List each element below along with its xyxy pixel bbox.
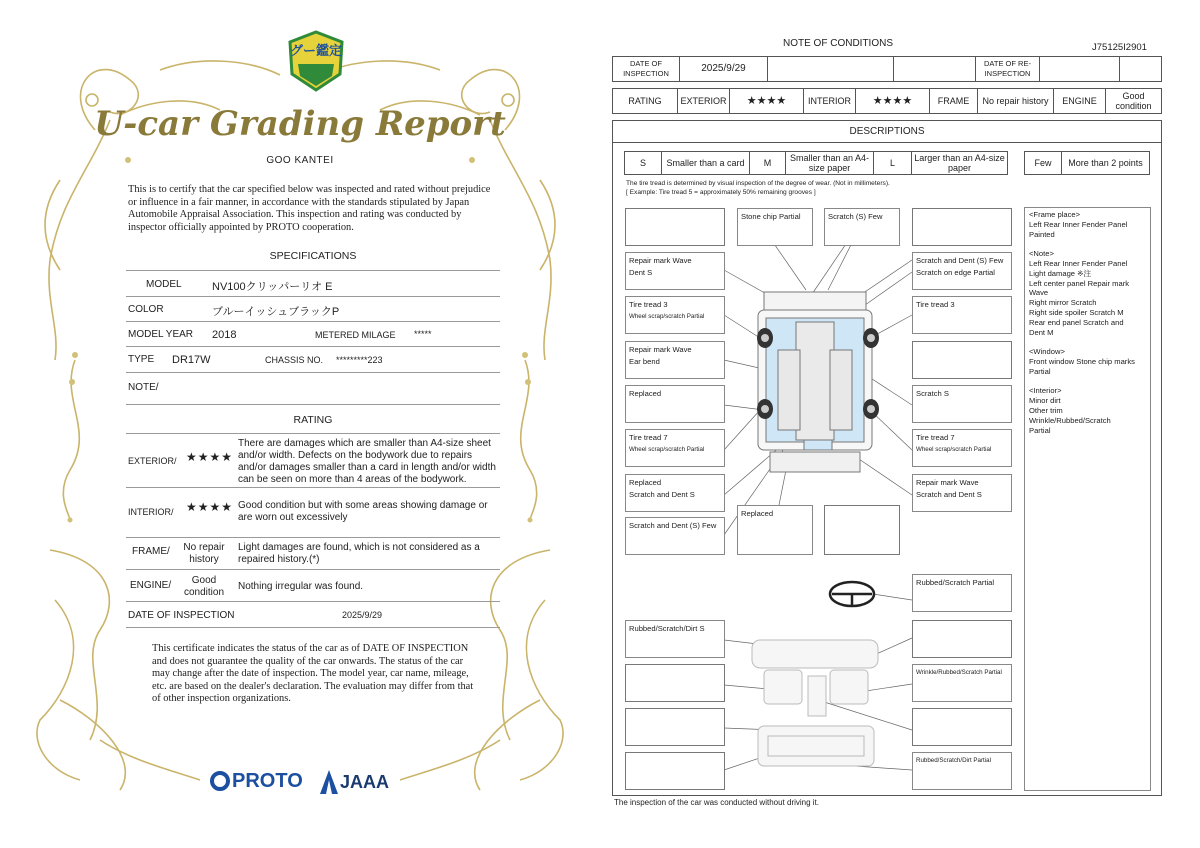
callout-box — [625, 341, 725, 379]
date-inspection-value: 2025/9/29 — [679, 57, 767, 81]
empty-cell — [1119, 57, 1161, 81]
callout-box — [625, 252, 725, 290]
date-inspection-label: DATE OF INSPECTION — [623, 59, 669, 78]
mileage-value: ***** — [414, 329, 432, 339]
few-legend — [1024, 151, 1150, 175]
model-value: NV100クリッパーリオ E — [212, 281, 333, 293]
empty-cell — [893, 57, 975, 81]
type-value: DR17W — [172, 354, 211, 366]
callout-text: Ear bend — [629, 357, 660, 366]
footer-note: The inspection of the car was conducted without driving it. — [614, 798, 819, 807]
chassis-value: *********223 — [336, 355, 383, 365]
interior-stars: ★★★★ — [855, 89, 929, 113]
frame-value: No repair history — [977, 89, 1053, 113]
notes-list — [1024, 207, 1151, 791]
exterior-label: EXTERIOR — [677, 89, 729, 113]
callout-text: Repair mark Wave — [629, 256, 692, 265]
certificate-intro: This is to certify that the car specified below was inspected and rated without prejudice or influence in a fair manner, in accordance with the standards stipulated by Japan Automobile Appraisal Association. This inspection and rating was conducted by inspector officially appointed by PROTO cooperation. — [128, 184, 491, 233]
note-line: <Note> — [1029, 249, 1054, 259]
callout-box — [912, 208, 1012, 246]
frame-description: Light damages are found, which is not considered as a repaired history.(*) — [238, 542, 480, 565]
callout-text: Wheel scrap/scratch Partial — [629, 446, 705, 453]
legend-text: More than 2 points — [1061, 152, 1149, 174]
note-line: Partial — [1029, 425, 1051, 435]
badge-text: グー鑑定 — [289, 43, 342, 58]
interior-label: INTERIOR — [803, 89, 855, 113]
legend-text: Smaller than a card — [661, 152, 749, 174]
engine-description: Nothing irregular was found. — [238, 581, 364, 592]
callout-text: Wheel scrap/scratch Partial — [629, 313, 705, 320]
frame-label: FRAME/ — [132, 546, 170, 557]
divider — [126, 404, 500, 405]
frame-value: No repair history — [183, 542, 225, 565]
divider — [126, 321, 500, 322]
callout-box — [912, 752, 1012, 790]
callout-text: Stone chip Partial — [741, 212, 801, 221]
document-id: J75125I2901 — [1092, 42, 1147, 53]
model-label: MODEL — [146, 279, 182, 290]
color-value: ブルーイッシュブラックP — [212, 306, 340, 318]
note-line: <Interior> — [1029, 386, 1062, 396]
rating-row — [612, 88, 1162, 114]
size-legend — [624, 151, 1008, 175]
callout-box — [625, 752, 725, 790]
divider — [126, 537, 500, 538]
callout-box — [912, 341, 1012, 379]
divider — [126, 569, 500, 570]
divider — [126, 601, 500, 602]
engine-value: Good condition — [183, 575, 225, 598]
exterior-stars: ★★★★ — [186, 450, 234, 464]
callout-text: Repair mark Wave — [916, 478, 979, 487]
exterior-stars: ★★★★ — [729, 89, 803, 113]
note-line — [1029, 239, 1146, 249]
model-year-label: MODEL YEAR — [128, 329, 194, 340]
interior-description: Good condition but with some areas showing damage or are worn out excessively — [238, 500, 488, 523]
callout-text: Scratch and Dent (S) Few — [629, 521, 717, 530]
legend-key: M — [749, 152, 785, 174]
callout-text: Rubbed/Scratch Partial — [916, 578, 995, 587]
callout-box — [912, 252, 1012, 290]
note-line: Dent M — [1029, 327, 1054, 337]
specifications-heading: SPECIFICATIONS — [269, 250, 357, 262]
engine-label: ENGINE/ — [130, 580, 172, 591]
divider — [126, 296, 500, 297]
certificate-subtitle: GOO KANTEI — [266, 155, 334, 166]
callout-text: Dent S — [629, 268, 653, 277]
proto-logo-icon — [210, 770, 230, 792]
callout-box — [625, 208, 725, 246]
note-line: Rear end panel Scratch and — [1029, 317, 1124, 327]
callout-text: Scratch on edge Partial — [916, 268, 995, 277]
divider — [126, 270, 500, 271]
callout-box — [625, 620, 725, 658]
callout-text: Scratch (S) Few — [828, 212, 883, 221]
note-line: Left center panel Repair mark — [1029, 278, 1130, 288]
divider — [126, 433, 500, 434]
legend-key: L — [873, 152, 911, 174]
callout-text: Scratch and Dent S — [629, 490, 695, 499]
legend-key: S — [639, 158, 646, 168]
divider — [126, 487, 500, 488]
callout-text: Scratch S — [916, 389, 949, 398]
callout-box — [912, 474, 1012, 512]
exterior-description: There are damages which are smaller than A4-size sheet and/or width. Defects on the bodywork due to repairs and/or damages smaller than a card in length and/or width can be seen on more than 4 areas of the bodywork. — [238, 438, 496, 485]
conditions-title: NOTE OF CONDITIONS — [783, 38, 893, 49]
exterior-label: EXTERIOR/ — [128, 456, 177, 466]
date-row — [612, 56, 1162, 82]
callout-box — [737, 208, 813, 246]
callout-text: Replaced — [741, 509, 774, 518]
callout-text: Tire tread 3 — [916, 300, 955, 309]
frame-label: FRAME — [929, 89, 977, 113]
callout-box — [824, 208, 900, 246]
chassis-label: CHASSIS NO. — [265, 355, 324, 365]
rating-heading: RATING — [293, 414, 333, 426]
callout-text: Replaced — [629, 478, 662, 487]
callout-box — [912, 574, 1012, 612]
divider — [126, 627, 500, 628]
callout-text: Wrinkle/Rubbed/Scratch Partial — [916, 669, 1002, 676]
divider — [126, 346, 500, 347]
callout-box — [625, 429, 725, 467]
note-line — [1029, 377, 1146, 387]
callout-text: Tire tread 3 — [629, 300, 668, 309]
callout-text: Rubbed/Scratch/Dirt Partial — [916, 757, 991, 764]
callout-text: Scratch and Dent (S) Few — [916, 256, 1004, 265]
note-line — [1029, 337, 1146, 347]
callout-box — [625, 385, 725, 423]
callout-box — [912, 664, 1012, 702]
empty-cell — [767, 57, 893, 81]
note-line: <Frame place> — [1029, 210, 1081, 219]
callout-box — [625, 708, 725, 746]
callout-box — [625, 296, 725, 334]
callout-box — [912, 708, 1012, 746]
callout-box — [824, 505, 900, 555]
note-line: Other trim — [1029, 405, 1063, 415]
callout-text: Wheel scrap/scratch Partial — [916, 446, 992, 453]
note-of-conditions — [608, 0, 1168, 848]
callout-box — [912, 620, 1012, 658]
interior-stars: ★★★★ — [186, 500, 234, 514]
interior-label: INTERIOR/ — [128, 507, 174, 517]
note-line: Left Rear Inner Fender Panel — [1029, 258, 1128, 268]
certificate-title: U-car Grading Report — [94, 104, 506, 144]
date-reinspection-label: DATE OF RE-INSPECTION — [975, 57, 1039, 81]
certificate-disclaimer: This certificate indicates the status of the car as of DATE OF INSPECTION and does not guarantee the quality of the car onwards. The status of the car may change after the date of inspection. The model year, car name, mileage, etc. are based on the dealer's declaration. The evaluation may differ from that of other inspection organizations. — [152, 643, 474, 704]
note-line: Wave — [1029, 288, 1049, 298]
tire-example: [ Example: Tire tread 5 = approximately 50% remaining grooves ] — [626, 189, 816, 196]
legend-text: Larger than an A4-size paper — [911, 152, 1007, 174]
note-line: Painted — [1029, 229, 1055, 239]
callout-text: Tire tread 7 — [629, 433, 668, 442]
color-label: COLOR — [128, 304, 164, 315]
callout-text: Scratch and Dent S — [916, 490, 982, 499]
rating-label: RATING — [628, 96, 662, 106]
callout-box — [625, 517, 725, 555]
note-line: Front window Stone chip marks — [1029, 356, 1135, 366]
inspection-date-value: 2025/9/29 — [342, 610, 383, 620]
engine-label: ENGINE — [1053, 89, 1105, 113]
type-label: TYPE — [128, 354, 155, 365]
note-line: Partial — [1029, 366, 1051, 376]
goo-kantei-badge-icon — [288, 30, 344, 92]
note-line: Right mirror Scratch — [1029, 298, 1097, 308]
inspection-date-label: DATE OF INSPECTION — [128, 610, 235, 621]
legend-text: Smaller than an A4-size paper — [785, 152, 873, 174]
note-line: Light damage ※注 — [1029, 268, 1092, 278]
proto-logo-text: PROTO — [232, 770, 303, 792]
callout-box — [912, 296, 1012, 334]
note-line: <Window> — [1029, 347, 1065, 357]
note-line: Minor dirt — [1029, 396, 1061, 406]
callout-box — [737, 505, 813, 555]
callout-text: Replaced — [629, 389, 662, 398]
note-line: Right side spoiler Scratch M — [1029, 307, 1124, 317]
date-reinspection-value — [1039, 57, 1119, 81]
callout-text: Repair mark Wave — [629, 345, 692, 354]
note-line: Wrinkle/Rubbed/Scratch — [1029, 415, 1111, 425]
mileage-label: METERED MILAGE — [315, 330, 396, 340]
note-line: Left Rear Inner Fender Panel — [1029, 219, 1128, 229]
jaaa-logo-icon — [320, 770, 338, 794]
jaaa-logo-text: JAAA — [340, 772, 390, 792]
callout-box — [625, 474, 725, 512]
tire-note: The tire tread is determined by visual inspection of the degree of wear. (Not in millimeters). — [626, 180, 890, 187]
callout-text: Tire tread 7 — [916, 433, 955, 442]
descriptions-heading: DESCRIPTIONS — [612, 120, 1162, 143]
note-label: NOTE/ — [128, 382, 159, 393]
model-year-value: 2018 — [212, 329, 237, 341]
engine-value: Good condition — [1105, 89, 1161, 113]
legend-key: Few — [1034, 158, 1052, 168]
callout-box — [625, 664, 725, 702]
divider — [126, 372, 500, 373]
callout-text: Rubbed/Scratch/Dirt S — [629, 624, 705, 633]
callout-box — [912, 429, 1012, 467]
callout-box — [912, 385, 1012, 423]
